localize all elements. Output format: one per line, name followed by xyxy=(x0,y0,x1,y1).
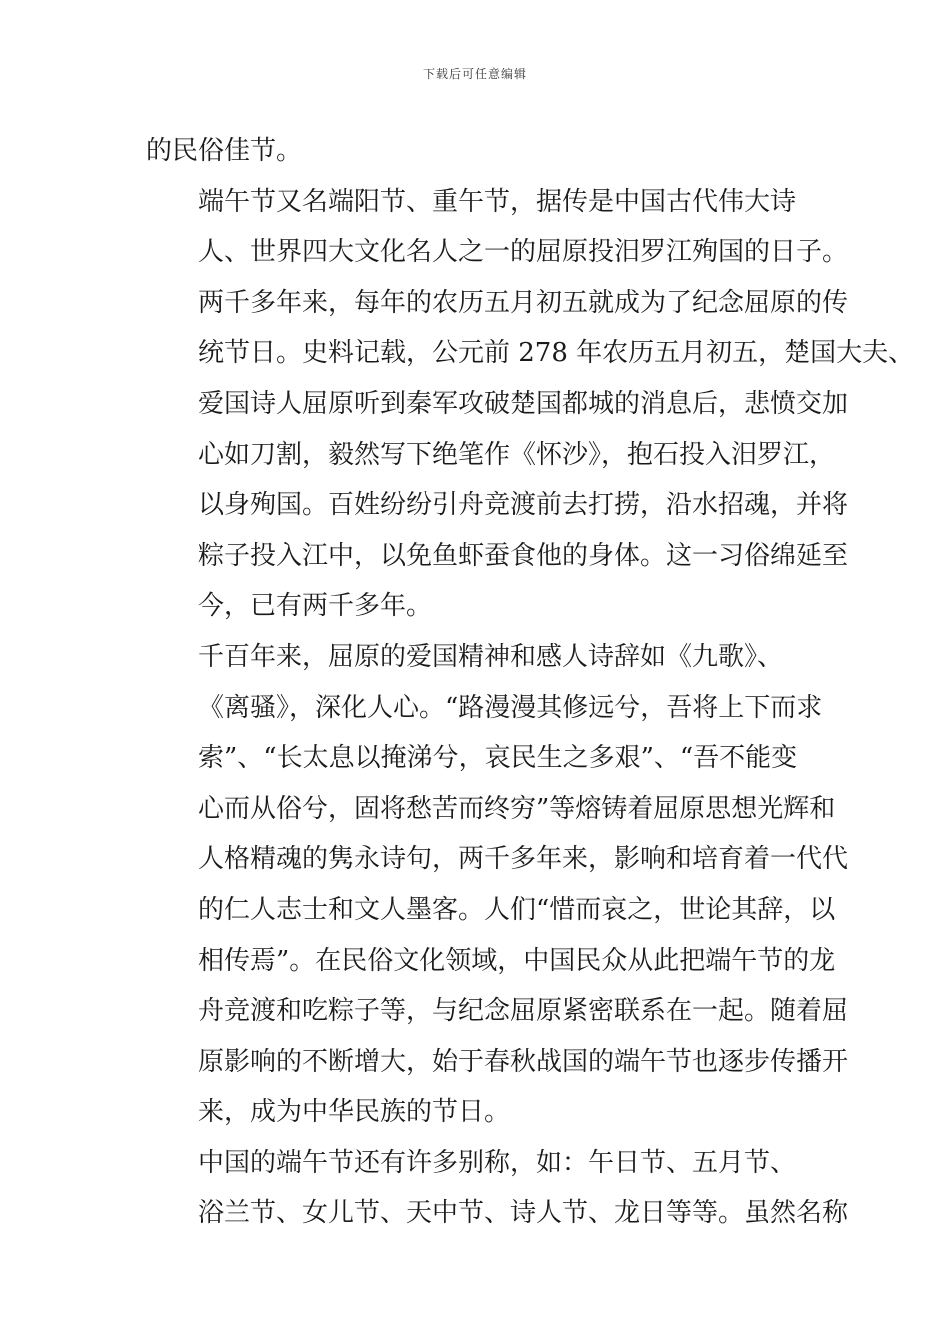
text-line: 千百年来，屈原的爱国精神和感人诗辞如《九歌》、 xyxy=(198,641,784,672)
header-note: 下载后可任意编辑 xyxy=(422,67,527,81)
text-line: 人格精魂的隽永诗句，两千多年来，影响和培育着一代代 xyxy=(198,844,849,875)
text-line: 的仁人志士和文人墨客。人们“惜而哀之，世论其辞，以 xyxy=(198,894,836,925)
text-line: 统节日。史料记载，公元前 278 年农历五月初五，楚国大夫、 xyxy=(198,338,915,369)
text-line: 索”、“长太息以掩涕兮，哀民生之多艰”、“吾不能变 xyxy=(198,743,798,774)
body-text xyxy=(146,126,915,1239)
text-line: 人、世界四大文化名人之一的屈原投汨罗江殉国的日子。 xyxy=(198,237,849,268)
text-line: 心而从俗兮，固将愁苦而终穷”等熔铸着屈原思想光辉和 xyxy=(198,793,836,824)
text-line: 端午节又名端阳节、重午节，据传是中国古代伟大诗 xyxy=(198,186,797,217)
text-line: 心如刀割，毅然写下绝笔作《怀沙》，抱石投入汨罗江， xyxy=(198,439,836,470)
text-line: 《离骚》，深化人心。“路漫漫其修远兮，吾将上下而求 xyxy=(198,692,823,723)
text-line: 的民俗佳节。 xyxy=(146,136,303,166)
text-line: 爱国诗人屈原听到秦军攻破楚国都城的消息后，悲愤交加 xyxy=(198,388,849,419)
text-line: 舟竞渡和吃粽子等，与纪念屈原紧密联系在一起。随着屈 xyxy=(198,996,849,1027)
text-line: 今，已有两千多年。 xyxy=(198,591,433,622)
paragraph-4 xyxy=(146,1138,849,1239)
text-line: 粽子投入江中，以免鱼虾蚕食他的身体。这一习俗绵延至 xyxy=(198,540,849,571)
text-line: 以身殉国。百姓纷纷引舟竞渡前去打捞，沿水招魂，并将 xyxy=(198,490,849,521)
paragraph-3 xyxy=(146,632,849,1138)
text-line: 两千多年来，每年的农历五月初五就成为了纪念屈原的传 xyxy=(198,287,849,318)
text-line: 浴兰节、女儿节、天中节、诗人节、龙日等等。虽然名称 xyxy=(198,1198,849,1229)
paragraph-2 xyxy=(146,177,915,632)
text-line: 中国的端午节还有许多别称，如：午日节、五月节、 xyxy=(198,1147,797,1178)
text-line: 原影响的不断增大，始于春秋战国的端午节也逐步传播开 xyxy=(198,1046,849,1077)
text-line: 来，成为中华民族的节日。 xyxy=(198,1097,511,1128)
paragraph-1 xyxy=(146,126,818,177)
text-line: 相传焉”。在民俗文化领域，中国民众从此把端午节的龙 xyxy=(198,945,836,976)
